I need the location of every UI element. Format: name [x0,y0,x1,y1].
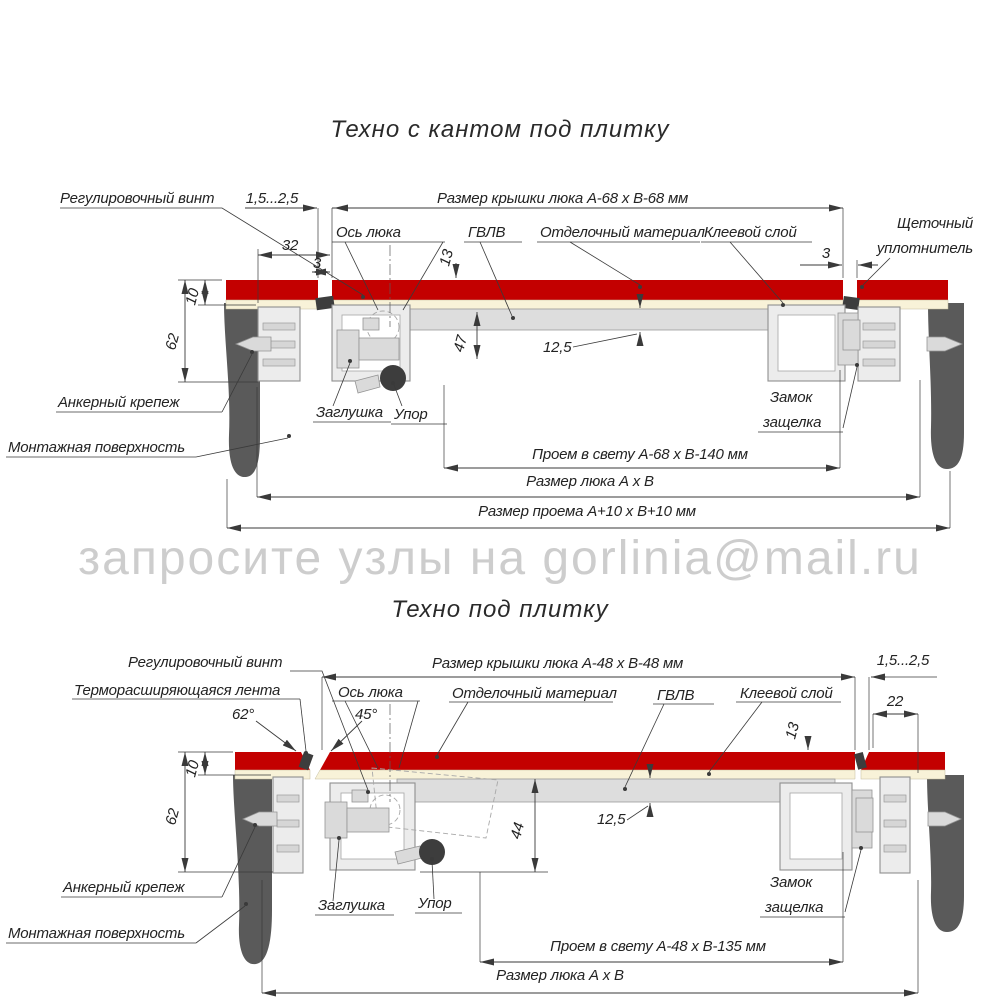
diagram-top-title: Техно с кантом под плитку [330,116,670,143]
dim-hatch-size: Размер люка А х В [496,967,624,984]
lock-mechanism [838,313,860,365]
diagram-top [0,175,1000,535]
dim-gap: 1,5...2,5 [876,652,930,669]
label-hatch-axis: Ось люка [338,684,403,701]
dim-gap: 1,5...2,5 [245,190,299,207]
label-adjust-screw: Регулировочный винт [60,190,215,207]
thermo-tape-right [854,752,867,770]
label-stop: Упор [418,895,452,912]
dim-angle-62: 62° [231,706,255,723]
label-finish-material: Отделочный материал [540,224,705,241]
dim-10: 10 [182,758,203,779]
dim-clearance: Проем в свету А-68 х В-140 мм [532,446,748,463]
label-lock-2: защелка [765,899,824,916]
tile-layer-cover [332,280,843,300]
label-thermo-tape: Терморасширяющаяся лента [74,682,281,699]
label-glue-layer: Клеевой слой [740,685,833,702]
label-brush-seal-2: уплотнитель [876,240,973,257]
dim-13: 13 [436,247,457,268]
label-finish-material: Отделочный материал [452,685,617,702]
dim-hatch-size: Размер люка А х В [526,473,654,490]
label-gvl: ГВЛВ [468,224,506,241]
dim-13: 13 [782,720,803,741]
label-lock-1: Замок [770,389,813,406]
dim-3-left: 3 [312,255,322,272]
glue-layer-cover [315,770,855,779]
dim-22: 22 [886,693,904,710]
label-anchor: Анкерный крепеж [58,394,180,411]
label-plug: Заглушка [316,404,383,421]
adjust-screw-body [359,338,399,360]
dim-cover-size: Размер крышки люка А-48 х В-48 мм [432,655,684,672]
label-lock-2: защелка [763,414,822,431]
leader-lines [6,208,890,457]
label-plug: Заглушка [318,897,385,914]
label-hatch-axis: Ось люка [336,224,401,241]
lock-mechanism [852,790,873,848]
adjust-screw-body [347,808,389,832]
diagram-bottom-title: Техно под плитку [391,596,609,623]
dim-opening-size: Размер проема А+10 х В+10 мм [478,503,696,520]
dim-3-right: 3 [821,245,831,262]
plug-cap [337,330,359,368]
wall-right [927,775,964,932]
dim-44: 44 [507,820,528,841]
dim-62: 62 [162,331,183,352]
gvl-panel [397,779,835,802]
dim-clearance: Проем в свету А-48 х В-135 мм [550,938,766,955]
label-gvl: ГВЛВ [657,687,695,704]
tile-layer-right-wing [861,752,945,770]
plug-cap [325,802,347,838]
label-mount-surface: Монтажная поверхность [8,439,185,456]
dim-12-5: 12,5 [597,811,626,828]
gvl-panel [397,309,812,330]
dim-cover-size: Размер крышки люка А-68 х В-68 мм [437,190,689,207]
diagram-bottom [0,640,1000,1000]
dim-32: 32 [281,237,299,254]
wall-left [224,303,260,477]
label-stop: Упор [394,406,428,423]
dim-47: 47 [450,333,471,354]
watermark: запросите узлы на gorlinia@mail.ru [78,532,922,585]
label-lock-1: Замок [770,874,813,891]
label-adjust-screw: Регулировочный винт [128,654,283,671]
label-anchor: Анкерный крепеж [63,879,185,896]
label-brush-seal-1: Щеточный [897,215,973,232]
tile-layer-right-wing [857,280,948,300]
dim-angle-45: 45° [354,706,378,723]
label-glue-layer: Клеевой слой [704,224,797,241]
dim-62: 62 [162,806,183,827]
wall-left [233,775,272,964]
dim-12-5: 12,5 [543,339,572,356]
wall-right [928,303,964,469]
dim-10: 10 [182,286,203,307]
tile-layer-cover [320,752,855,770]
stop-roller [380,365,406,391]
tile-layer-left-wing [226,280,318,300]
tile-layer-left-wing [235,752,310,770]
label-mount-surface: Монтажная поверхность [8,925,185,942]
